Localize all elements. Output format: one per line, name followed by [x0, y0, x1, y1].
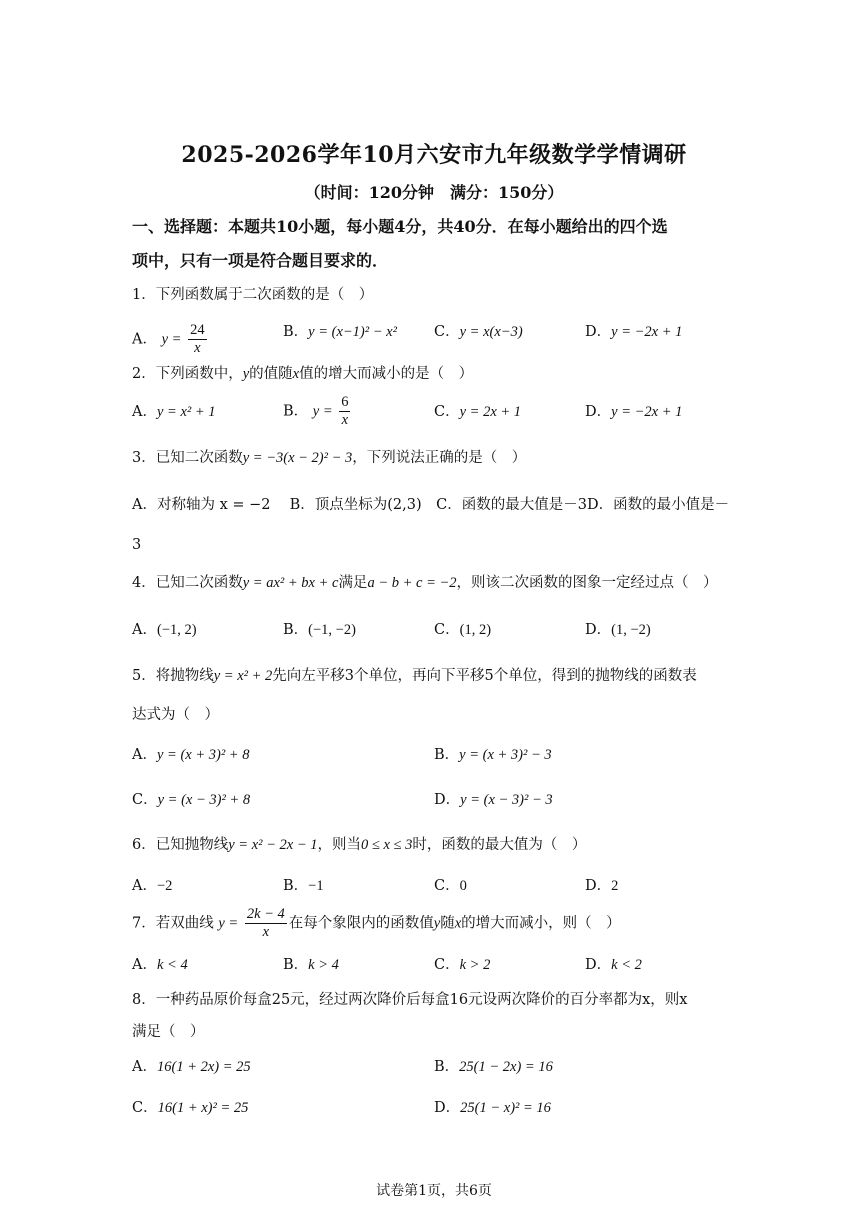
q5-option-c [132, 790, 250, 810]
q6-a-label: A． [132, 878, 157, 894]
q5-a-expr: y = (x + 3)² + 8 [156, 747, 250, 763]
q5-option-a [132, 745, 249, 765]
q8-d-expr: 25(1 − x)² = 16 [460, 1100, 551, 1116]
q2-stem-part-b: 的值随 [249, 366, 293, 382]
q5-b-label: B． [434, 747, 460, 763]
q2-a-label: A． [132, 404, 157, 420]
q4-c-expr: (1, 2) [459, 622, 492, 638]
q5-stem-expr: y = x² + 2 [213, 668, 273, 684]
q2-stem-y: y [242, 366, 250, 382]
section-heading-line2: 项中，只有一项是符合题目要求的． [132, 251, 389, 270]
q7-stem-part-a: 7．若双曲线 [132, 915, 214, 932]
q3-stem-part-a: 3．已知二次函数 [132, 450, 243, 466]
q5-d-label: D． [434, 792, 461, 808]
q6-d-expr: 2 [611, 878, 619, 894]
q8-option-b [434, 1057, 553, 1077]
question-5-stem [132, 666, 697, 686]
q4-a-expr: (−1, 2) [156, 622, 197, 638]
q1-c-label: C． [434, 324, 460, 340]
q6-option-b [283, 876, 324, 896]
q4-b-expr: (−1, −2) [308, 622, 356, 638]
q7-d-expr: k < 2 [611, 957, 642, 973]
q2-b-numerator: 6 [341, 394, 349, 410]
q4-option-a [132, 620, 197, 640]
q5-a-label: A． [132, 747, 157, 763]
q6-option-c [434, 876, 467, 896]
q7-option-c [434, 955, 490, 975]
q1-d-expr: y = −2x + 1 [611, 324, 683, 340]
q6-stem-range: 0 ≤ x ≤ 3 [361, 837, 413, 853]
question-7-stem [132, 906, 621, 941]
q1-a-lhs: y = [161, 331, 182, 348]
q4-a-label: A． [132, 622, 157, 638]
q1-option-a [132, 322, 209, 357]
q5-d-expr: y = (x − 3)² − 3 [460, 792, 553, 808]
q8-c-label: C． [132, 1100, 158, 1116]
q7-stem-fraction [245, 906, 287, 941]
q2-option-d [585, 402, 682, 422]
q4-stem-part-c: ，则该二次函数的图象一定经过点（ ） [456, 575, 718, 591]
q3-stem-expr: y = −3(x − 2)² − 3 [242, 450, 353, 466]
q8-option-c [132, 1098, 248, 1118]
q2-c-expr: y = 2x + 1 [459, 404, 522, 420]
q2-option-a [132, 402, 216, 422]
q2-d-expr: y = −2x + 1 [611, 404, 683, 420]
q7-stem-numerator: 2k − 4 [246, 906, 285, 922]
q4-stem-expr1: y = ax² + bx + c [242, 575, 339, 591]
q6-stem-part-c: 时，函数的最大值为（ ） [412, 837, 587, 853]
q4-b-label: B． [283, 622, 309, 638]
q3-options-line: A．对称轴为 x = −2 B．顶点坐标为(2,3) C．函数的最大值是－3D．函数的最小值是－ [132, 497, 730, 513]
q1-option-d [585, 322, 682, 342]
q2-c-label: C． [434, 404, 460, 420]
q5-c-expr: y = (x − 3)² + 8 [157, 792, 251, 808]
q7-stem-lhs: y = [218, 915, 239, 932]
q7-option-b [283, 955, 339, 975]
q2-option-c [434, 402, 521, 422]
question-4-stem [132, 573, 718, 593]
q1-a-label: A． [132, 331, 157, 348]
q7-c-expr: k > 2 [459, 957, 491, 973]
q2-stem-part-c: 值的增大而减小的是（ ） [299, 366, 474, 382]
q6-c-label: C． [434, 878, 460, 894]
page-footer: 试卷第1页，共6页 [376, 1183, 492, 1199]
q7-stem-y: y [433, 915, 441, 932]
question-3-stem [132, 448, 526, 468]
q1-a-denominator: x [194, 340, 201, 356]
q6-d-label: D． [585, 878, 612, 894]
q6-stem-part-b: ，则当 [317, 837, 361, 853]
q6-stem-expr: y = x² − 2x − 1 [228, 837, 318, 853]
q8-d-label: D． [434, 1100, 461, 1116]
q6-option-a [132, 876, 172, 896]
q7-stem-part-d: 的增大而减小，则（ ） [461, 915, 621, 932]
q5-stem-part-b: 先向左平移3个单位，再向下平移5个单位，得到的抛物线的函数表 [272, 668, 697, 684]
q2-option-b [283, 394, 352, 429]
q6-a-expr: −2 [156, 878, 173, 894]
q8-c-expr: 16(1 + x)² = 25 [157, 1100, 249, 1116]
q8-b-expr: 25(1 − 2x) = 16 [459, 1059, 553, 1075]
q2-stem-part-a: 2．下列函数中， [132, 366, 243, 382]
exam-time-score-info: （时间：120分钟 满分：150分） [304, 183, 564, 202]
q2-b-denominator: x [341, 412, 349, 428]
q1-c-expr: y = x(x−3) [459, 324, 523, 340]
q7-option-d [585, 955, 642, 975]
q6-b-expr: −1 [308, 878, 324, 894]
q1-a-numerator: 24 [190, 322, 205, 338]
q5-stem-part-a: 5．将抛物线 [132, 668, 214, 684]
question-6-stem [132, 835, 586, 855]
q4-d-expr: (1, −2) [611, 622, 651, 638]
q6-c-expr: 0 [459, 878, 467, 894]
question-8-stem: 8．一种药品原价每盒25元，经过两次降价后每盒16元设两次降价的百分率都为x，则x [132, 992, 688, 1008]
q7-c-label: C． [434, 957, 460, 973]
q4-option-b [283, 620, 356, 640]
q8-b-label: B． [434, 1059, 460, 1075]
q3-options-line-2: 3 [132, 537, 142, 553]
q7-option-a [132, 955, 188, 975]
q4-stem-expr2: a − b + c = −2 [367, 575, 457, 591]
q4-stem-part-b: 满足 [338, 575, 368, 591]
q2-b-label: B． [283, 403, 309, 420]
q7-stem-x: x [454, 915, 462, 932]
q1-b-label: B． [283, 324, 309, 340]
q8-option-a [132, 1057, 251, 1077]
q8-option-d [434, 1098, 551, 1118]
q7-a-expr: k < 4 [156, 957, 188, 973]
q2-a-expr: y = x² + 1 [156, 404, 216, 420]
q4-c-label: C． [434, 622, 460, 638]
q7-stem-denominator: x [262, 924, 270, 940]
q2-stem-x: x [292, 366, 300, 382]
q5-b-expr: y = (x + 3)² − 3 [459, 747, 552, 763]
q3-stem-part-b: ，下列说法正确的是（ ） [352, 450, 527, 466]
q7-stem-part-c: 随 [440, 915, 455, 932]
q1-option-c [434, 322, 523, 342]
q1-d-label: D． [585, 324, 612, 340]
q2-b-fraction [339, 394, 350, 429]
q4-option-c [434, 620, 491, 640]
q6-stem-part-a: 6．已知抛物线 [132, 837, 229, 853]
page-title: 2025-2026学年10月六安市九年级数学学情调研 [181, 142, 687, 168]
q1-a-fraction [188, 322, 207, 357]
q6-b-label: B． [283, 878, 309, 894]
q5-c-label: C． [132, 792, 158, 808]
q1-b-expr: y = (x−1)² − x² [308, 324, 397, 340]
question-5-stem-line2: 达式为（ ） [132, 707, 219, 723]
section-heading-line1: 一、选择题：本题共10小题，每小题4分，共40分．在每小题给出的四个选 [132, 217, 668, 236]
q4-option-d [585, 620, 651, 640]
question-8-stem-line2: 满足（ ） [132, 1024, 205, 1040]
q5-option-b [434, 745, 552, 765]
q7-b-expr: k > 4 [308, 957, 339, 973]
q1-option-b [283, 322, 397, 342]
q7-a-label: A． [132, 957, 157, 973]
q2-d-label: D． [585, 404, 612, 420]
q7-d-label: D． [585, 957, 612, 973]
q7-b-label: B． [283, 957, 309, 973]
q5-option-d [434, 790, 553, 810]
q7-stem-part-b: 在每个象限内的函数值 [288, 915, 434, 932]
q4-stem-part-a: 4．已知二次函数 [132, 575, 243, 591]
q8-a-label: A． [132, 1059, 157, 1075]
q2-b-lhs: y = [312, 403, 333, 420]
q4-d-label: D． [585, 622, 612, 638]
question-1-stem: 1．下列函数属于二次函数的是（ ） [132, 287, 374, 303]
q8-a-expr: 16(1 + 2x) = 25 [156, 1059, 251, 1075]
q6-option-d [585, 876, 618, 896]
question-2-stem [132, 364, 473, 384]
